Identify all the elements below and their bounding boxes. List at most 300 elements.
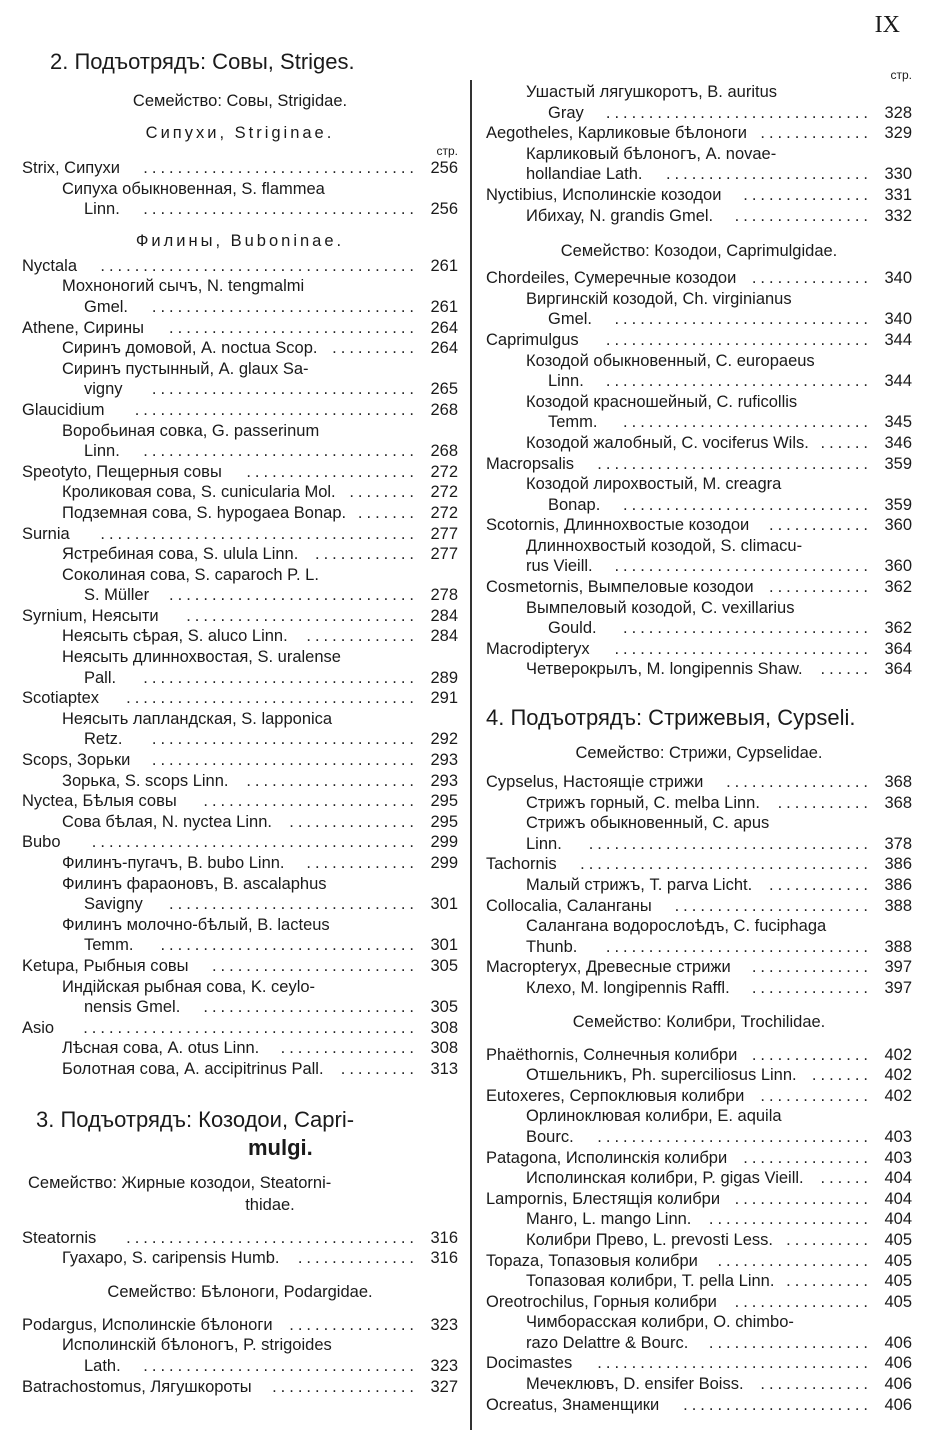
entry-text: Lampornis, Блестящія колибри (486, 1189, 721, 1208)
entry-text: Индійская рыбная сова, K. ceylo- (62, 977, 316, 996)
page-ref: 364 (884, 639, 912, 658)
page-ref: 406 (884, 1354, 912, 1373)
entry-text: Клехо, M. longipennis Raffl. (526, 978, 730, 997)
leader-dots: ............................... (605, 330, 872, 349)
species-entry (486, 875, 912, 896)
entry-text: nensis Gmel. (84, 998, 181, 1017)
leader-dots: ................................. (134, 400, 418, 419)
species-entry (22, 544, 458, 565)
page-ref: 404 (884, 1169, 912, 1188)
entry-text: Gray (548, 103, 584, 122)
genus-entry (22, 956, 458, 977)
page-ref: 268 (430, 442, 458, 461)
genus-entry (486, 1045, 912, 1066)
page-ref: 402 (884, 1066, 912, 1085)
page-ref: 406 (884, 1375, 912, 1394)
page-ref: 265 (430, 380, 458, 399)
species-entry (22, 297, 458, 318)
genus-entry (486, 1251, 912, 1272)
entry-text: Сиринъ домовой, A. noctua Scop. (62, 339, 318, 358)
leader-dots: ................... (708, 1333, 872, 1352)
page-ref: 323 (430, 1356, 458, 1375)
entry-text: Temm. (548, 413, 598, 432)
species-entry (22, 709, 458, 730)
page-ref: 405 (884, 1251, 912, 1270)
leader-dots: ............................... (151, 730, 418, 749)
leader-dots: ................................ (143, 159, 418, 177)
entry-text: Linn. (526, 834, 562, 853)
entry-text: Колибри Прево, L. prevosti Less. (526, 1230, 773, 1249)
entry-list (486, 268, 912, 680)
entry-text: Соколиная сова, S. caparoch P. L. (62, 565, 319, 584)
species-entry (22, 626, 458, 647)
leader-dots: .............................. (614, 557, 872, 576)
entry-text: Bonap. (548, 495, 601, 514)
entry-text: Podargus, Исполинскіе бѣлоноги (22, 1315, 273, 1334)
species-entry (22, 359, 458, 380)
leader-dots: ......................... (203, 998, 418, 1017)
entry-text: Glaucidium (22, 400, 105, 419)
page-ref: 386 (884, 855, 912, 874)
page-ref: 272 (430, 462, 458, 481)
genus-entry (486, 185, 912, 206)
entry-text: Сова бѣлая, N. nyctea Linn. (62, 812, 272, 831)
leader-dots: ............................... (605, 937, 872, 956)
page-ref: 289 (430, 668, 458, 687)
leader-dots: ................................ (143, 668, 418, 687)
page-ref: 405 (884, 1272, 912, 1291)
species-entry (486, 82, 912, 103)
leader-dots: ............. (306, 854, 418, 872)
entry-text: Athene, Сирины (22, 318, 144, 337)
entry-text: Topaza, Топазовыя колибри (486, 1251, 698, 1270)
entry-text: Топазовая колибри, T. pella Linn. (526, 1272, 775, 1291)
entry-list (486, 772, 912, 999)
page-ref: 406 (884, 1395, 912, 1414)
page-ref: 256 (430, 200, 458, 219)
species-entry (22, 977, 458, 998)
leader-dots: ............................. (623, 495, 872, 514)
page-ref: 364 (884, 660, 912, 679)
species-entry (22, 771, 458, 792)
leader-dots: ................................ (597, 454, 872, 473)
page-ref: 405 (884, 1292, 912, 1311)
page-ref: 264 (430, 318, 458, 337)
species-entry (22, 915, 458, 936)
leader-dots: ................ (734, 206, 872, 225)
leader-dots: ............ (768, 876, 872, 894)
species-entry (486, 351, 912, 372)
species-entry (486, 1230, 912, 1251)
page-ref: 268 (430, 400, 458, 419)
species-entry (486, 598, 912, 619)
species-entry (486, 556, 912, 577)
genus-entry (22, 318, 458, 339)
entry-text: Aegotheles, Карликовые бѣлоноги (486, 124, 748, 143)
page-ref: 301 (430, 895, 458, 914)
leader-dots: ........................ (665, 165, 872, 184)
page-ref: 284 (430, 606, 458, 625)
page-ref: 346 (884, 433, 912, 452)
leader-dots: .............. (751, 269, 872, 288)
page-ref: 305 (430, 998, 458, 1017)
leader-dots: ...................................... (91, 833, 418, 852)
leader-dots: .................... (246, 771, 418, 790)
entry-text: Подземная сова, S. hypogaea Bonap. (62, 503, 347, 522)
species-entry (22, 179, 458, 200)
entry-text: Малый стрижъ, T. parva Licht. (526, 876, 753, 894)
entry-text: Linn. (548, 372, 584, 391)
species-entry (22, 894, 458, 915)
entry-text: Зорька, S. scops Linn. (62, 771, 229, 790)
species-entry (486, 916, 912, 937)
species-entry (22, 1059, 458, 1080)
leader-dots: ............................... (151, 751, 418, 770)
leader-dots: ............. (760, 1086, 872, 1105)
page-ref: 359 (884, 454, 912, 473)
species-entry (22, 1335, 458, 1356)
entry-text: Strix, Сипухи (22, 159, 120, 177)
species-entry (22, 1038, 458, 1059)
page-ref: 402 (884, 1086, 912, 1105)
entry-list (22, 256, 458, 1080)
subfamily-heading: Филины, Buboninae. (135, 231, 345, 250)
page-ref: 299 (430, 854, 458, 872)
leader-dots: ............................... (605, 372, 872, 391)
leader-dots: ............................. (623, 619, 872, 638)
left-column (22, 0, 458, 1397)
leader-dots: .............................. (614, 310, 872, 329)
page-ref: 292 (430, 730, 458, 749)
suborder-heading: 3. Подъотрядъ: Козодои, Capri- (36, 1106, 355, 1132)
species-entry (486, 793, 912, 814)
leader-dots: ............ (314, 545, 418, 564)
leader-dots: ......... (340, 1059, 418, 1078)
family-heading: Семейство: Жирные козодои, Steatorni- (28, 1173, 332, 1192)
entry-text: Мечеклювъ, D. ensifer Boiss. (526, 1375, 744, 1394)
species-entry (486, 813, 912, 834)
species-entry (22, 482, 458, 503)
entry-text: Стрижъ горный, C. melba Linn. (526, 793, 760, 812)
entry-text: Вымпеловый козодой, C. vexillarius (526, 598, 795, 617)
leader-dots: ................................ (597, 1354, 872, 1373)
species-entry (22, 812, 458, 833)
species-entry (486, 309, 912, 330)
family-heading: Семейство: Совы, Strigidae. (132, 92, 348, 110)
leader-dots: ...................... (683, 1395, 872, 1414)
entry-text: Карликовый бѣлоногъ, A. novae- (526, 144, 777, 163)
genus-entry (486, 1189, 912, 1210)
page-ref: 360 (884, 557, 912, 576)
entry-text: Syrnium, Неясыти (22, 606, 159, 625)
species-entry (486, 536, 912, 557)
entry-text: Филинъ фараоновъ, B. ascalaphus (62, 874, 327, 893)
leader-dots: ................ (734, 1292, 872, 1311)
leader-dots: ............................... (151, 297, 418, 316)
page-ref: 316 (430, 1228, 458, 1247)
leader-dots: ............ (768, 578, 872, 597)
entry-text: Macrodipteryx (486, 639, 590, 658)
genus-entry (22, 791, 458, 812)
entry-text: Gmel. (548, 310, 593, 329)
leader-dots: .................................. (126, 689, 418, 708)
species-entry (486, 1271, 912, 1292)
genus-entry (486, 454, 912, 475)
page-ref: 397 (884, 978, 912, 997)
species-entry (486, 164, 912, 185)
entry-text: Scotornis, Длиннохвостые козодои (486, 516, 750, 535)
page-ref: 386 (884, 876, 912, 894)
entry-text: Ибихау, N. grandis Gmel. (526, 206, 714, 225)
leader-dots: ................................ (143, 200, 418, 219)
genus-entry (22, 256, 458, 277)
entry-text: Филинъ молочно-бѣлый, B. lacteus (62, 915, 330, 934)
entry-text: Ястребиная сова, S. ulula Linn. (62, 545, 299, 564)
leader-dots: ......................... (203, 792, 418, 811)
leader-dots: ................................. (588, 834, 872, 853)
entry-list (486, 1045, 912, 1416)
leader-dots: ................................ (143, 1356, 418, 1375)
page-column-label: стр. (436, 144, 458, 158)
page-ref: 340 (884, 269, 912, 288)
entry-text: Неясыть лапландская, S. lapponica (62, 709, 333, 728)
entry-text: Oreotrochilus, Горныя колибри (486, 1292, 717, 1311)
page-ref: 397 (884, 958, 912, 977)
leader-dots: .............. (751, 978, 872, 997)
genus-entry (486, 1086, 912, 1107)
page-ref: 368 (884, 793, 912, 812)
leader-dots: ...... (820, 1169, 872, 1188)
species-entry (486, 371, 912, 392)
species-entry (486, 1333, 912, 1354)
page-ref: 313 (430, 1059, 458, 1078)
species-entry (22, 565, 458, 586)
page-ref: 359 (884, 495, 912, 514)
page-ref: 344 (884, 372, 912, 391)
leader-dots: ............................. (623, 413, 872, 432)
species-entry (486, 834, 912, 855)
species-entry (486, 103, 912, 124)
genus-entry (22, 1377, 458, 1398)
entry-text: Phaëthornis, Солнечныя колибри (486, 1045, 738, 1064)
entry-text: vigny (84, 380, 123, 399)
genus-entry (486, 330, 912, 351)
species-entry (486, 206, 912, 227)
species-entry (486, 1065, 912, 1086)
entry-text: Гуахаро, S. caripensis Humb. (62, 1249, 280, 1268)
page-ref: 272 (430, 503, 458, 522)
entry-text: Speotyto, Пещерныя совы (22, 462, 222, 481)
entry-text: Козодой обыкновенный, C. europaeus (526, 351, 815, 370)
leader-dots: ........................ (211, 956, 418, 975)
page-ref: 388 (884, 896, 912, 915)
entry-text: S. Müller (84, 586, 150, 605)
family-heading: Семейство: Козодои, Caprimulgidae. (560, 242, 838, 261)
entry-text: Козодой жалобный, C. vociferus Wils. (526, 433, 809, 452)
entry-text: Орлиноклювая колибри, E. aquila (526, 1107, 782, 1126)
leader-dots: ....................... (674, 896, 872, 915)
right-column (486, 0, 912, 1415)
page-ref: 277 (430, 545, 458, 564)
leader-dots: .............. (297, 1249, 418, 1268)
leader-dots: ............. (760, 124, 872, 143)
page-ref: 277 (430, 524, 458, 543)
genus-entry (486, 639, 912, 660)
page-ref: 291 (430, 689, 458, 708)
leader-dots: ............... (289, 812, 418, 831)
family-heading-cont: thidae. (245, 1195, 295, 1214)
leader-dots: ..................................... (100, 524, 418, 543)
page-ref: 278 (430, 586, 458, 605)
leader-dots: ................... (708, 1210, 872, 1229)
entry-list (486, 82, 912, 226)
entry-text: Thunb. (526, 937, 578, 956)
entry-text: Surnia (22, 524, 70, 543)
leader-dots: ............. (306, 627, 418, 646)
page-ref: 293 (430, 771, 458, 790)
entry-text: Chordeiles, Сумеречные козодои (486, 269, 737, 288)
species-entry (22, 729, 458, 750)
entry-list (22, 1228, 458, 1269)
entry-text: Сипуха обыкновенная, S. flammea (62, 179, 325, 198)
page-ref: 308 (430, 1039, 458, 1058)
genus-entry (22, 158, 458, 179)
species-entry (486, 978, 912, 999)
page-ref: 403 (884, 1127, 912, 1146)
entry-text: Неясыть сѣрая, S. aluco Linn. (62, 627, 288, 646)
page-ref: 329 (884, 124, 912, 143)
family-heading: Семейство: Колибри, Trochilidae. (572, 1012, 826, 1031)
genus-entry (486, 123, 912, 144)
page-ref: 332 (884, 206, 912, 225)
genus-entry (486, 577, 912, 598)
page-column-label: стр. (890, 68, 912, 82)
entry-text: Исполинскій бѣлоногъ, P. strigoides (62, 1336, 332, 1355)
species-entry (486, 144, 912, 165)
entry-text: razo Delattre & Bourc. (526, 1333, 689, 1352)
entry-text: Стрижъ обыкновенный, C. apus (526, 814, 770, 833)
suborder-heading: 2. Подъотрядъ: Совы, Striges. (50, 49, 355, 74)
leader-dots: .................... (246, 462, 418, 481)
page-ref: 362 (884, 619, 912, 638)
leader-dots: ...... (820, 660, 872, 679)
page-ref: 327 (430, 1377, 458, 1396)
species-entry (486, 433, 912, 454)
leader-dots: ....... (811, 1066, 872, 1085)
entry-text: Салангана водорослоѣдъ, C. fuciphaga (526, 917, 827, 936)
leader-dots: ............... (289, 1315, 418, 1334)
entry-text: Длиннохвостый козодой, S. climacu- (526, 536, 803, 555)
page-ref: 323 (430, 1315, 458, 1334)
species-entry (22, 199, 458, 220)
species-entry (486, 618, 912, 639)
entry-text: Четверокрылъ, M. longipennis Shaw. (526, 660, 803, 679)
leader-dots: ................ (280, 1039, 418, 1058)
page-ref: 340 (884, 310, 912, 329)
entry-text: Tachornis (486, 855, 557, 874)
leader-dots: ....................................... (83, 1018, 418, 1037)
species-entry (486, 937, 912, 958)
genus-entry (486, 772, 912, 793)
suborder-heading-cont: mulgi. (248, 1134, 313, 1160)
entry-text: Nyctala (22, 256, 78, 275)
page-ref: 272 (430, 483, 458, 502)
entry-text: Bubo (22, 833, 61, 852)
page-ref: 344 (884, 330, 912, 349)
entry-text: Linn. (84, 442, 120, 461)
entry-text: Macropteryx, Древесные стрижи (486, 958, 731, 977)
genus-entry (22, 1228, 458, 1249)
leader-dots: .............................. (614, 639, 872, 658)
species-entry (22, 379, 458, 400)
page-ref: 360 (884, 516, 912, 535)
entry-text: Виргинскій козодой, Ch. virginianus (526, 289, 792, 308)
page-ref: 261 (430, 256, 458, 275)
page-ref: 405 (884, 1230, 912, 1249)
genus-entry (486, 896, 912, 917)
species-entry (22, 874, 458, 895)
entry-text: Linn. (84, 200, 120, 219)
page-ref: 406 (884, 1333, 912, 1352)
entry-text: Savigny (84, 895, 143, 914)
species-entry (22, 421, 458, 442)
species-entry (486, 1209, 912, 1230)
leader-dots: ............................. (169, 586, 418, 605)
entry-text: Чимборасская колибри, O. chimbo- (526, 1313, 794, 1332)
leader-dots: ............................. (169, 318, 418, 337)
species-entry (22, 668, 458, 689)
leader-dots: ................. (726, 773, 872, 792)
entry-text: Козодой красношейный, C. ruficollis (526, 392, 798, 411)
page-number: IX (874, 12, 900, 38)
page-ref: 345 (884, 413, 912, 432)
page-ref: 402 (884, 1045, 912, 1064)
page-ref: 256 (430, 159, 458, 177)
entry-text: Scotiaptex (22, 689, 100, 708)
species-entry (22, 647, 458, 668)
page-ref: 308 (430, 1018, 458, 1037)
species-entry (486, 1312, 912, 1333)
entry-text: Воробьиная совка, G. passerinum (62, 421, 320, 440)
page-ref: 368 (884, 773, 912, 792)
entry-text: Lath. (84, 1356, 121, 1375)
page-ref: 316 (430, 1249, 458, 1268)
genus-entry (22, 606, 458, 627)
leader-dots: ............... (743, 1148, 872, 1167)
family-heading: Семейство: Бѣлоноги, Podargidae. (107, 1282, 373, 1301)
genus-entry (486, 957, 912, 978)
leader-dots: ........... (777, 793, 872, 812)
leader-dots: .................. (717, 1251, 872, 1270)
species-entry (22, 997, 458, 1018)
page-ref: 388 (884, 937, 912, 956)
entry-text: Мохноногий сычъ, N. tengmalmi (62, 277, 305, 296)
leader-dots: .............................. (160, 936, 418, 955)
page-ref: 264 (430, 339, 458, 358)
species-entry (486, 659, 912, 680)
leader-dots: .......... (332, 339, 418, 358)
leader-dots: ................. (272, 1377, 418, 1396)
species-entry (22, 503, 458, 524)
leader-dots: ....... (357, 503, 418, 522)
entry-text: Pall. (84, 668, 117, 687)
entry-text: Bourc. (526, 1127, 574, 1146)
genus-entry (486, 1148, 912, 1169)
leader-dots: .................................. (580, 855, 872, 874)
species-entry (22, 1248, 458, 1269)
leader-dots: ................................ (143, 442, 418, 461)
genus-entry (486, 1353, 912, 1374)
